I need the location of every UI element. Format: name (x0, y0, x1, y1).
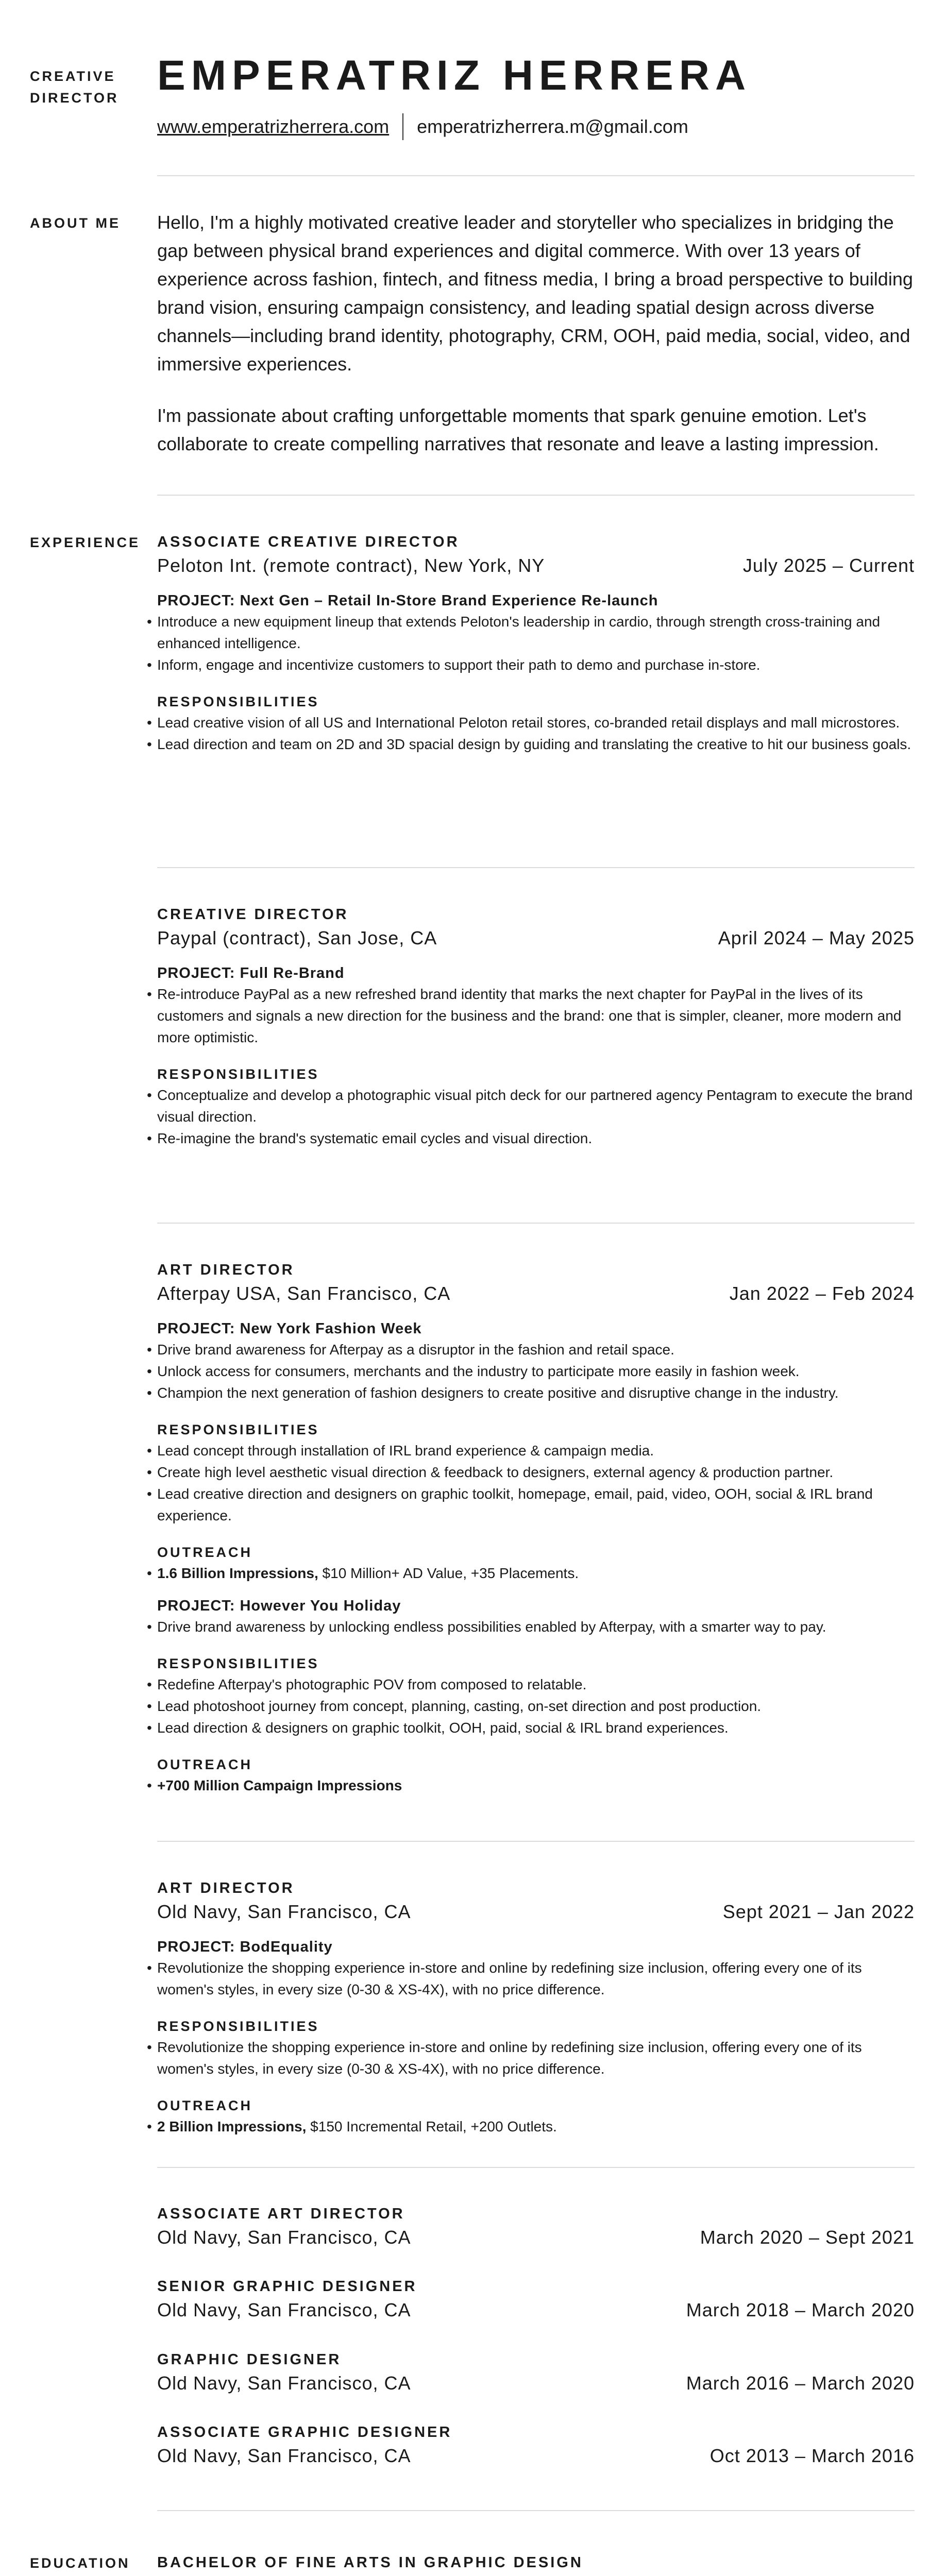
job-title: ASSOCIATE GRAPHIC DESIGNER (157, 2424, 452, 2441)
outreach-detail: $150 Incremental Retail, +200 Outlets. (306, 2119, 557, 2134)
job-title: CREATIVE DIRECTOR (157, 906, 349, 923)
job-earlier-2 (157, 2276, 915, 2324)
job-company: Old Navy, San Francisco, CA (157, 2372, 411, 2394)
project-heading (157, 590, 915, 611)
job-title: GRAPHIC DESIGNER (157, 2351, 342, 2368)
outreach-detail: $10 Million+ AD Value, +35 Placements. (318, 1565, 579, 1581)
job-title: ASSOCIATE ART DIRECTOR (157, 2206, 405, 2222)
job-oldnavy (157, 1878, 915, 2138)
responsibilities-heading: RESPONSIBILITIES (157, 1422, 319, 1437)
responsibilities-heading: RESPONSIBILITIES (157, 1066, 319, 1082)
list-item: • Revolutionize the shopping experience in-store and online by redefining size inclusion, offering every one of its women's styles, in every size (0-30 & XS-4X), with no price difference. (157, 1957, 915, 2001)
project-bullets (157, 1616, 915, 1638)
website-link[interactable]: www.emperatrizherrera.com (157, 116, 390, 137)
responsibility-bullets (157, 1084, 915, 1149)
page-title: EMPERATRIZ HERRERA (157, 52, 752, 99)
list-item: • Drive brand awareness for Afterpay as a disruptor in the fashion and retail space. (157, 1339, 915, 1361)
list-item: • Lead direction & designers on graphic toolkit, OOH, paid, social & IRL brand experiences. (157, 1717, 915, 1739)
education-entry (157, 2552, 915, 2576)
outreach-heading: OUTREACH (157, 1757, 252, 1772)
role-line-2: DIRECTOR (30, 90, 119, 106)
job-company-row (157, 1280, 915, 1307)
job-paypal (157, 904, 915, 1149)
divider (157, 1223, 915, 1224)
list-item: • Redefine Afterpay's photographic POV from composed to relatable. (157, 1674, 915, 1696)
job-title: ASSOCIATE CREATIVE DIRECTOR (157, 534, 460, 550)
role-line-1: CREATIVE (30, 69, 116, 84)
job-dates: Jan 2022 – Feb 2024 (729, 1283, 915, 1304)
job-title: SENIOR GRAPHIC DESIGNER (157, 2278, 417, 2295)
outreach-heading: OUTREACH (157, 2098, 252, 2113)
job-company: Old Navy, San Francisco, CA (157, 1901, 411, 1922)
outreach-highlight: 2 Billion Impressions, (157, 2119, 307, 2134)
list-item: • Create high level aesthetic visual direction & feedback to designers, external agency & production partner. (157, 1462, 915, 1483)
project-heading (157, 1318, 915, 1339)
divider (157, 175, 915, 176)
job-company: Old Navy, San Francisco, CA (157, 2227, 411, 2248)
divider (157, 867, 915, 868)
list-item: • Conceptualize and develop a photographic visual pitch deck for our partnered agency Pentagram to execute the brand visual direction. (157, 1084, 915, 1128)
education-row (157, 2573, 915, 2576)
job-dates: July 2025 – Current (742, 555, 915, 576)
job-dates: March 2018 – March 2020 (686, 2299, 915, 2320)
job-company-row (157, 2370, 915, 2397)
job-dates: April 2024 – May 2025 (718, 927, 915, 948)
job-earlier-4 (157, 2422, 915, 2469)
list-item: • Re-imagine the brand's systematic email cycles and visual direction. (157, 1128, 915, 1149)
list-item: • Drive brand awareness by unlocking endless possibilities enabled by Afterpay, with a smarter way to pay. (157, 1616, 915, 1638)
degree: BACHELOR OF FINE ARTS IN GRAPHIC DESIGN (157, 2554, 583, 2571)
responsibilities-heading: RESPONSIBILITIES (157, 694, 319, 709)
job-company-row (157, 552, 915, 579)
job-afterpay (157, 1260, 915, 1797)
list-item: • Lead direction and team on 2D and 3D spacial design by guiding and translating the creative to hit our business goals. (157, 734, 915, 755)
responsibility-bullets (157, 2037, 915, 2080)
job-dates: Sept 2021 – Jan 2022 (722, 1901, 915, 1922)
list-item: • Lead concept through installation of IRL brand experience & campaign media. (157, 1440, 915, 1462)
job-company-row (157, 2297, 915, 2324)
divider (157, 495, 915, 496)
education-dates (806, 2573, 915, 2576)
project-prefix: PROJECT: (157, 592, 235, 609)
job-company-row (157, 2443, 915, 2469)
about-paragraph-1: Hello, I'm a highly motivated creative leader and storyteller who specializes in bridging the gap between physical brand experiences and digital commerce. With over 13 years of experience across fashion, fintech, and fitness media, I bring a broad perspective to building brand vision, ensuring campaign consistency, and leading spatial design across diverse channels—including brand identity, photography, CRM, OOH, paid media, social, video, and immersive experiences. (157, 212, 913, 375)
outreach-highlight: +700 Million Campaign Impressions (157, 1777, 402, 1793)
job-title: ART DIRECTOR (157, 1880, 295, 1896)
list-item: • Lead creative direction and designers on graphic toolkit, homepage, email, paid, video, OOH, social & IRL brand experience. (157, 1483, 915, 1527)
outreach-bullets (157, 2116, 915, 2138)
divider (157, 2167, 915, 2168)
job-peloton (157, 532, 915, 755)
list-item (157, 1563, 915, 1584)
project-bullets (157, 1957, 915, 2001)
responsibilities-heading: RESPONSIBILITIES (157, 2019, 319, 2034)
job-company: Old Navy, San Francisco, CA (157, 2445, 411, 2466)
job-dates: March 2020 – Sept 2021 (700, 2227, 915, 2248)
job-company: Old Navy, San Francisco, CA (157, 2299, 411, 2320)
project-name: BodEquality (240, 1939, 333, 1955)
school (157, 2573, 347, 2576)
project-prefix: PROJECT: (157, 1939, 235, 1955)
list-item: • Revolutionize the shopping experience in-store and online by redefining size inclusion, offering every one of its women's styles, in every size (0-30 & XS-4X), with no price difference. (157, 2037, 915, 2080)
project-prefix: PROJECT: (157, 1320, 235, 1337)
job-company: Peloton Int. (remote contract), New York, NY (157, 555, 545, 576)
divider (157, 1841, 915, 1842)
project-bullets (157, 984, 915, 1048)
list-item: • Re-introduce PayPal as a new refreshed brand identity that marks the next chapter for PayPal in the lives of its customers and signals a new direction for the business and the brand: one that is simpler, cleaner, more modern and more optimistic. (157, 984, 915, 1048)
job-company: Paypal (contract), San Jose, CA (157, 927, 437, 948)
list-item: • Lead creative vision of all US and International Peloton retail stores, co-branded retail displays and mall microstores. (157, 712, 915, 734)
outreach-highlight: 1.6 Billion Impressions, (157, 1565, 318, 1581)
responsibilities-heading: RESPONSIBILITIES (157, 1656, 319, 1671)
responsibility-bullets (157, 712, 915, 755)
divider (157, 2510, 915, 2511)
job-company-row (157, 1899, 915, 1925)
education-label: EDUCATION (30, 2555, 130, 2571)
project-heading (157, 963, 915, 984)
job-company: Afterpay USA, San Francisco, CA (157, 1283, 451, 1304)
project-name: Next Gen – Retail In-Store Brand Experience Re-launch (240, 592, 658, 609)
job-earlier-3 (157, 2349, 915, 2397)
project-bullets (157, 611, 915, 676)
list-item: • Inform, engage and incentivize customers to support their path to demo and purchase in-store. (157, 654, 915, 676)
about-label: ABOUT ME (30, 215, 121, 231)
divider (402, 113, 403, 140)
email-text: emperatrizherrera.m@gmail.com (417, 116, 688, 137)
responsibility-bullets (157, 1674, 915, 1739)
project-name: New York Fashion Week (240, 1320, 422, 1337)
job-earlier-1 (157, 2204, 915, 2251)
about-paragraph-2: I'm passionate about crafting unforgettable moments that spark genuine emotion. Let's collaborate to create compelling narratives that resonate and leave a lasting impression. (157, 405, 879, 454)
project-heading (157, 1596, 915, 1616)
contact-links (157, 113, 688, 140)
project-bullets (157, 1339, 915, 1404)
project-prefix: PROJECT: (157, 965, 235, 981)
job-title: ART DIRECTOR (157, 1262, 295, 1278)
job-company-row (157, 925, 915, 952)
experience-label: EXPERIENCE (30, 535, 141, 550)
list-item: • Champion the next generation of fashion designers to create positive and disruptive change in the industry. (157, 1382, 915, 1404)
outreach-heading: OUTREACH (157, 1545, 252, 1560)
outreach-bullets (157, 1775, 915, 1797)
job-dates: Oct 2013 – March 2016 (710, 2445, 915, 2466)
list-item (157, 1775, 915, 1797)
responsibility-bullets (157, 1440, 915, 1527)
project-name: However You Holiday (240, 1598, 401, 1614)
project-heading (157, 1937, 915, 1957)
project-prefix: PROJECT: (157, 1598, 235, 1614)
header-role-label (30, 65, 143, 109)
job-company-row (157, 2224, 915, 2251)
list-item: • Introduce a new equipment lineup that extends Peloton's leadership in cardio, through strength cross-training and enhanced intelligence. (157, 611, 915, 654)
list-item: • Lead photoshoot journey from concept, planning, casting, on-set direction and post production. (157, 1696, 915, 1717)
list-item: • Unlock access for consumers, merchants and the industry to participate more easily in fashion week. (157, 1361, 915, 1382)
job-dates: March 2016 – March 2020 (686, 2372, 915, 2394)
list-item (157, 2116, 915, 2138)
outreach-bullets (157, 1563, 915, 1584)
project-name: Full Re-Brand (240, 965, 345, 981)
